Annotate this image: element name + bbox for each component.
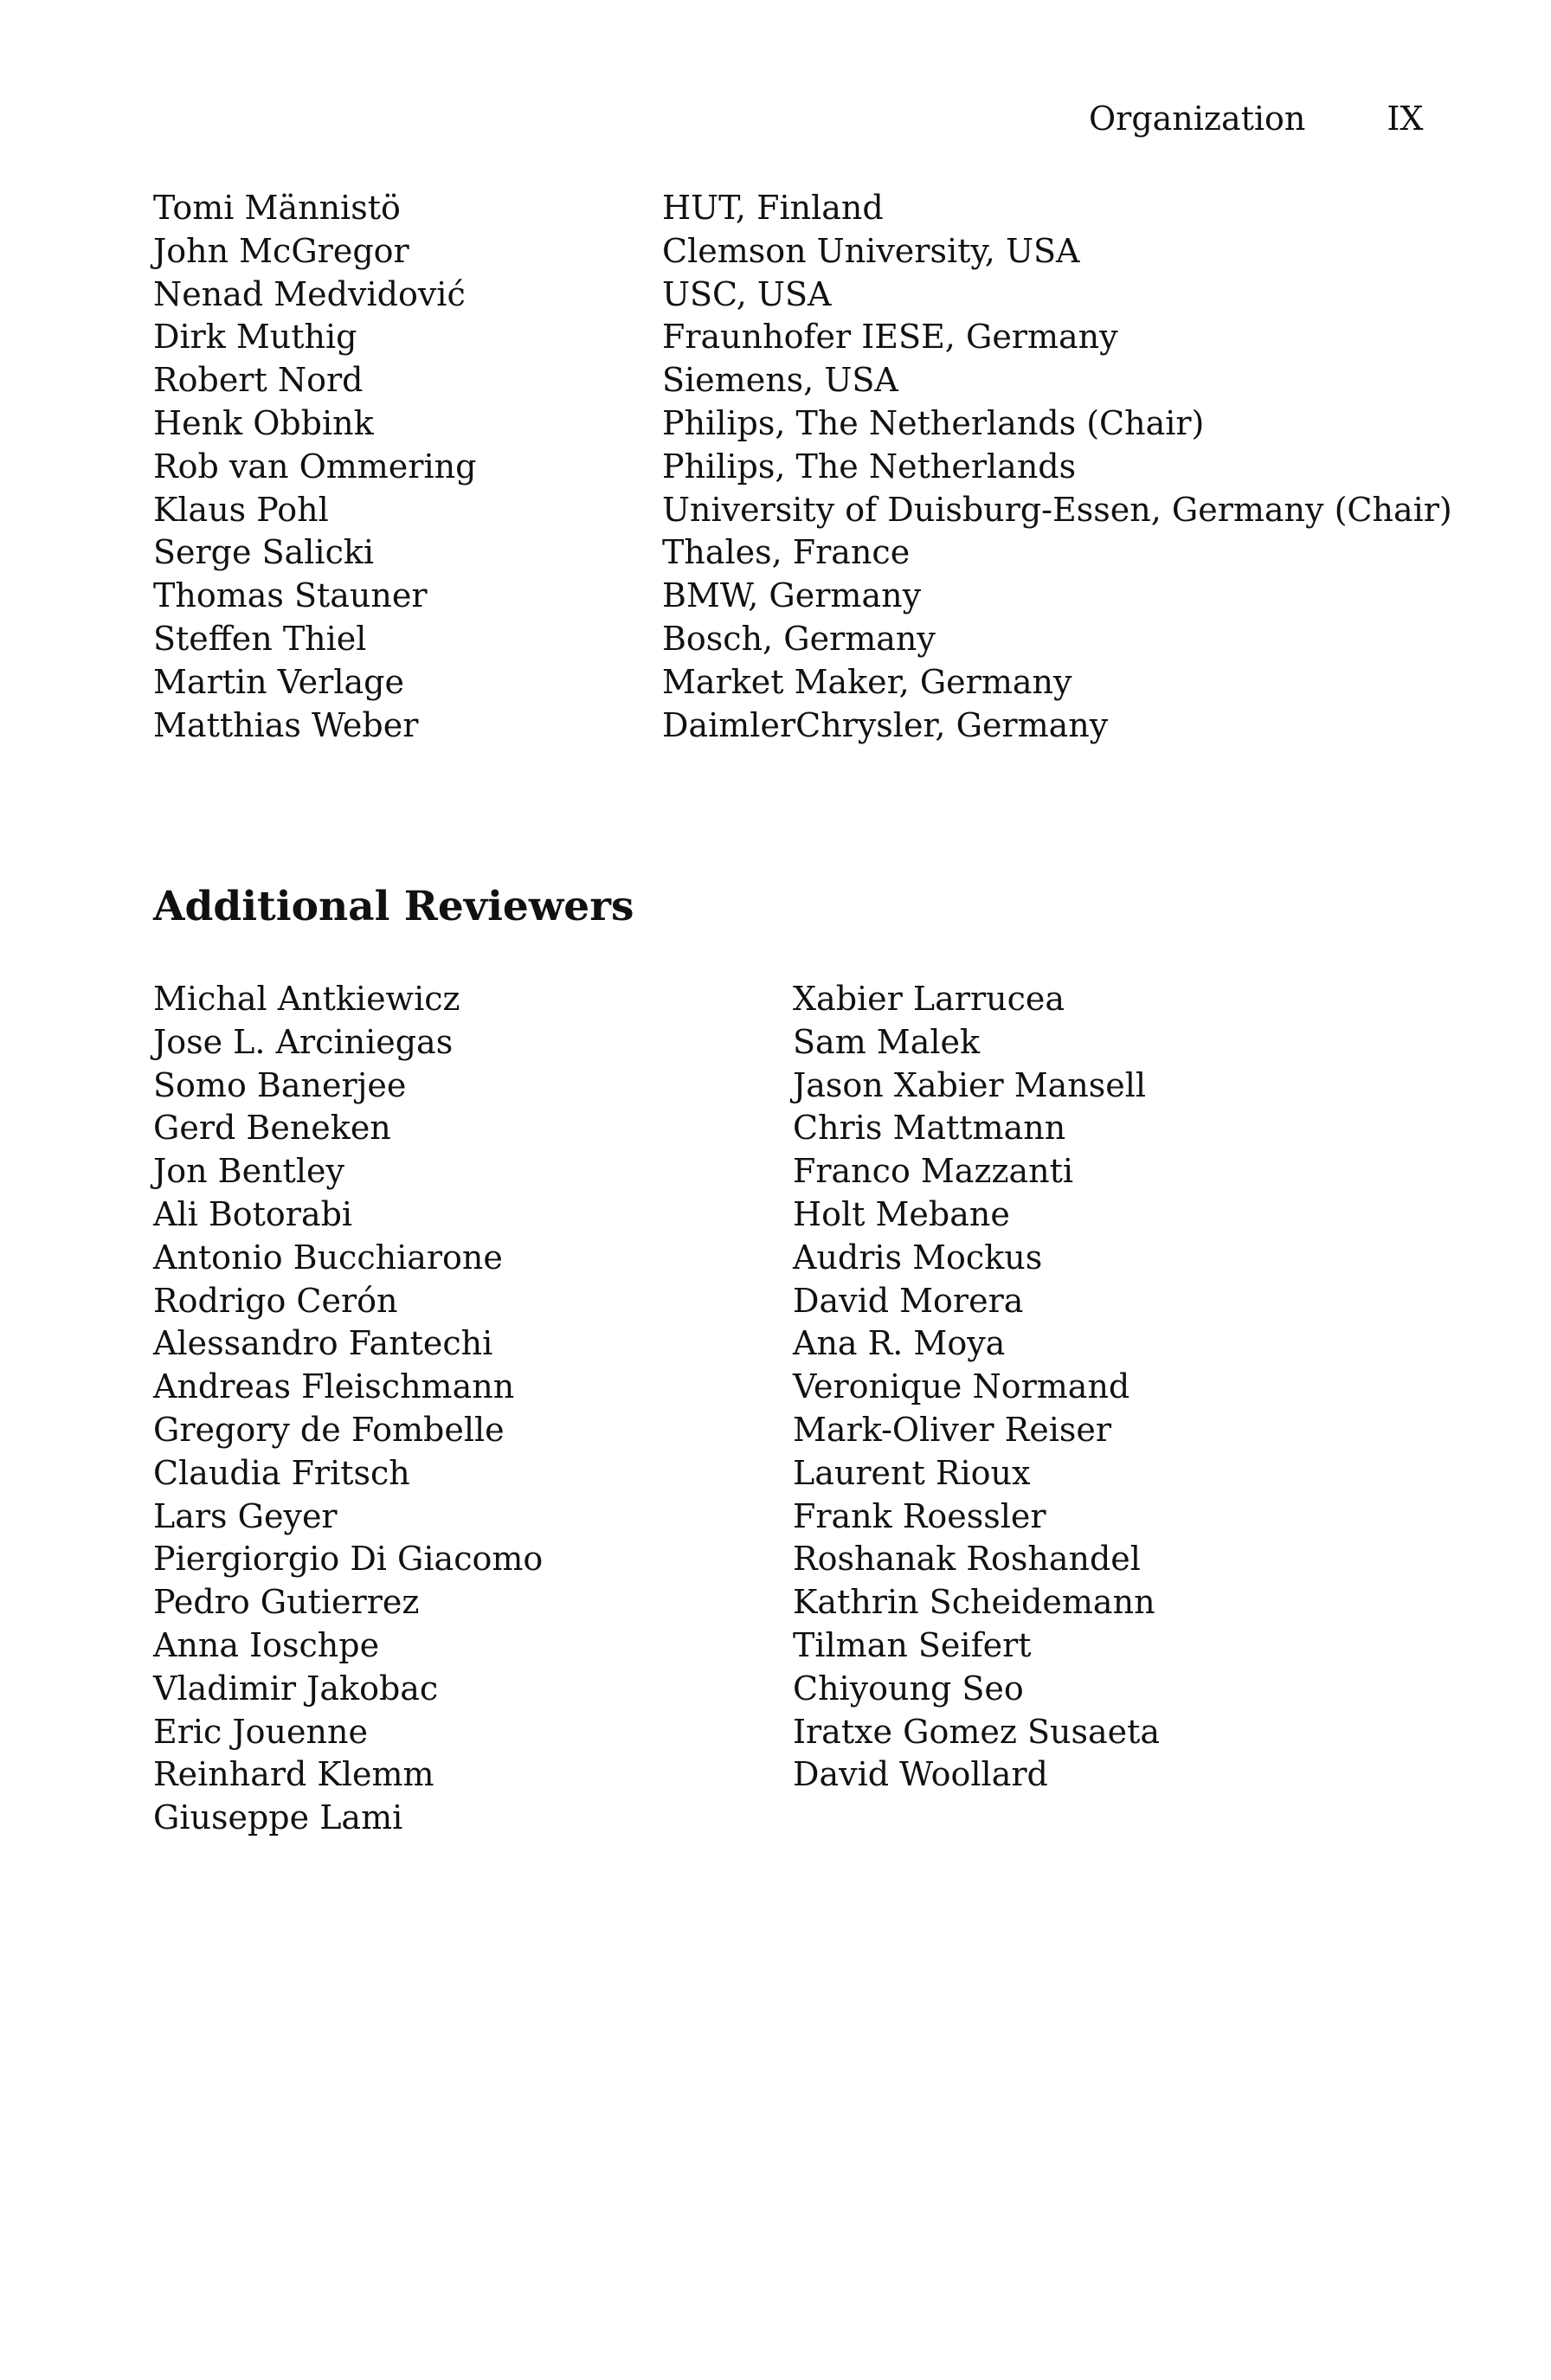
reviewers-column-2 <box>793 978 1160 1797</box>
committee-row <box>153 230 1452 273</box>
reviewer-name: Kathrin Scheidemann <box>793 1583 1155 1622</box>
reviewer-name: Piergiorgio Di Giacomo <box>153 1540 544 1579</box>
reviewer-name: Franco Mazzanti <box>793 1152 1074 1191</box>
reviewer-name: Lars Geyer <box>153 1496 338 1535</box>
reviewer-name: Veronique Normand <box>793 1367 1130 1406</box>
committee-row <box>153 402 1452 446</box>
member-affiliation: BMW, Germany <box>662 576 922 615</box>
committee-row <box>153 661 1452 704</box>
member-affiliation: Thales, France <box>662 533 911 572</box>
committee-row <box>153 359 1452 402</box>
committee-row <box>153 446 1452 489</box>
reviewer-name: Antonio Bucchiarone <box>153 1238 503 1277</box>
reviewer-name: Frank Roessler <box>793 1496 1046 1535</box>
member-name: Martin Verlage <box>153 662 404 701</box>
reviewer-name: Gerd Beneken <box>153 1109 391 1148</box>
reviewer-name: Alessandro Fantechi <box>153 1324 493 1363</box>
committee-row <box>153 531 1452 575</box>
reviewer-name: Gregory de Fombelle <box>153 1410 505 1449</box>
reviewer-name: Roshanak Roshandel <box>793 1540 1141 1579</box>
section-title-additional-reviewers: Additional Reviewers <box>153 883 634 930</box>
member-name: Matthias Weber <box>153 705 419 744</box>
reviewer-name: Sam Malek <box>793 1022 981 1061</box>
committee-row <box>153 489 1452 532</box>
reviewer-name: Jon Bentley <box>153 1152 344 1191</box>
reviewer-name: Iratxe Gomez Susaeta <box>793 1712 1161 1751</box>
member-name: John McGregor <box>153 231 409 270</box>
reviewer-name: Anna Ioschpe <box>153 1625 380 1664</box>
reviewer-name: Giuseppe Lami <box>153 1798 403 1837</box>
reviewer-name: Andreas Fleischmann <box>153 1367 515 1406</box>
committee-row <box>153 187 1452 230</box>
committee-row <box>153 273 1452 317</box>
reviewer-name: Eric Jouenne <box>153 1712 368 1751</box>
reviewer-name: Ali Botorabi <box>153 1194 353 1233</box>
member-name: Dirk Muthig <box>153 318 357 357</box>
member-name: Thomas Stauner <box>153 576 428 615</box>
member-affiliation: Fraunhofer IESE, Germany <box>662 318 1118 357</box>
reviewer-name: David Woollard <box>793 1755 1048 1794</box>
committee-list <box>153 187 1452 747</box>
member-affiliation: University of Duisburg-Essen, Germany (Chair) <box>662 490 1452 529</box>
member-name: Serge Salicki <box>153 533 375 572</box>
reviewer-name: Rodrigo Cerón <box>153 1281 398 1320</box>
member-affiliation: Market Maker, Germany <box>662 662 1072 701</box>
reviewer-name: Vladimir Jakobac <box>153 1669 439 1708</box>
member-affiliation: Philips, The Netherlands (Chair) <box>662 403 1205 442</box>
committee-row <box>153 575 1452 618</box>
reviewer-name: David Morera <box>793 1281 1024 1320</box>
member-affiliation: Siemens, USA <box>662 361 898 400</box>
member-affiliation: Philips, The Netherlands <box>662 447 1077 486</box>
reviewer-name: Chris Mattmann <box>793 1109 1066 1148</box>
reviewer-name: Audris Mockus <box>793 1238 1043 1277</box>
member-affiliation: Clemson University, USA <box>662 231 1080 270</box>
reviewer-name: Reinhard Klemm <box>153 1755 434 1794</box>
reviewer-name: Jose L. Arciniegas <box>153 1022 454 1061</box>
committee-row <box>153 704 1452 748</box>
member-name: Klaus Pohl <box>153 490 329 529</box>
reviewer-name: Claudia Fritsch <box>153 1453 410 1492</box>
running-header <box>1089 100 1424 138</box>
reviewer-name: Michal Antkiewicz <box>153 980 460 1018</box>
member-name: Rob van Ommering <box>153 447 477 486</box>
reviewer-name: Somo Banerjee <box>153 1065 407 1104</box>
member-name: Henk Obbink <box>153 403 374 442</box>
reviewer-name: Mark-Oliver Reiser <box>793 1410 1111 1449</box>
reviewer-name: Holt Mebane <box>793 1194 1010 1233</box>
reviewer-name: Pedro Gutierrez <box>153 1583 420 1622</box>
committee-row <box>153 316 1452 359</box>
member-name: Robert Nord <box>153 361 364 400</box>
reviewer-name: Tilman Seifert <box>793 1625 1032 1664</box>
reviewer-name: Ana R. Moya <box>793 1324 1006 1363</box>
committee-row <box>153 618 1452 661</box>
member-affiliation: HUT, Finland <box>662 189 884 227</box>
member-affiliation: USC, USA <box>662 274 832 313</box>
reviewer-name: Xabier Larrucea <box>793 980 1065 1018</box>
member-name: Tomi Männistö <box>153 189 401 227</box>
reviewer-name: Jason Xabier Mansell <box>793 1065 1147 1104</box>
member-affiliation: Bosch, Germany <box>662 619 936 658</box>
reviewers-column-1 <box>153 978 543 1840</box>
member-affiliation: DaimlerChrysler, Germany <box>662 705 1109 744</box>
running-title: Organization <box>1089 100 1306 138</box>
reviewer-name: Laurent Rioux <box>793 1453 1031 1492</box>
page-number: IX <box>1387 100 1424 138</box>
reviewer-name: Chiyoung Seo <box>793 1669 1024 1708</box>
member-name: Nenad Medvidović <box>153 274 466 313</box>
member-name: Steffen Thiel <box>153 619 367 658</box>
